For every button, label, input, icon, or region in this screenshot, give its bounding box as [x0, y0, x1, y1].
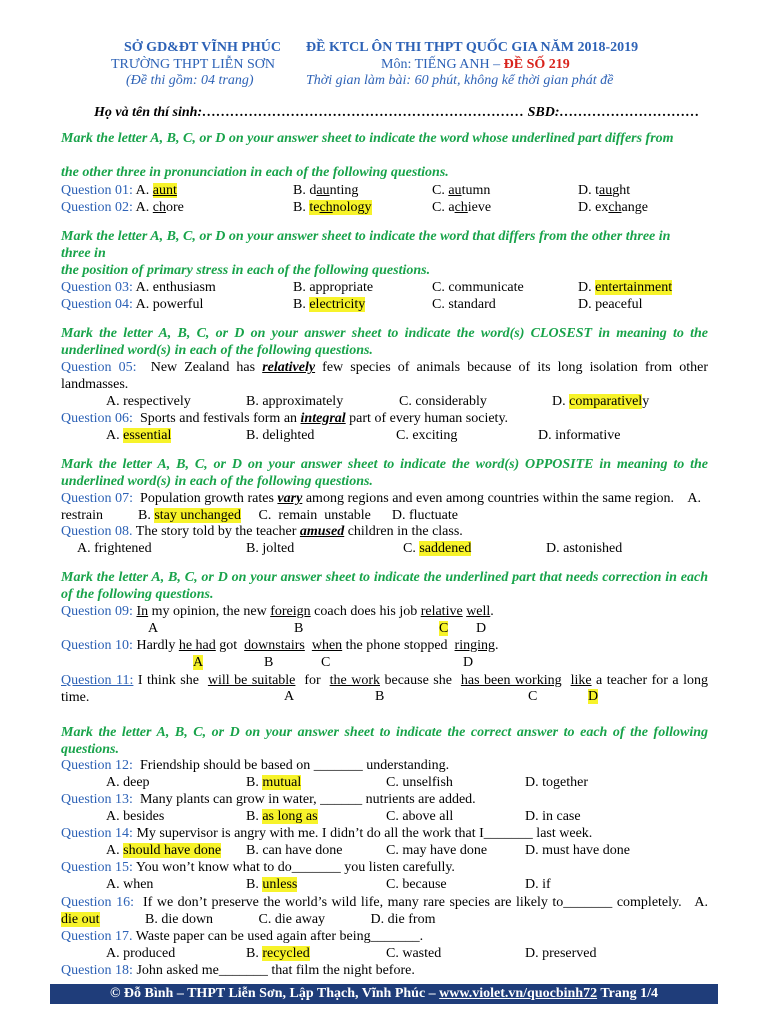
q15-option-c: C. because — [386, 877, 447, 892]
section-1-instruction-cont: the other three in pronunciation in each of the following questions. — [61, 165, 449, 180]
q06-option-b: B. delighted — [246, 428, 315, 443]
q09-label-d: D — [476, 621, 487, 636]
question-14: Question 14: My supervisor is angry with me. I didn’t do all the work that I_______ last week. — [61, 826, 593, 841]
question-04: Question 04: A. powerful — [61, 297, 204, 312]
subject-line: Môn: TIẾNG ANH – ĐỀ SỐ 219 — [381, 57, 570, 72]
q03-option-c: C. communicate — [432, 280, 524, 295]
question-08: Question 08. The story told by the teacher amused children in the class. — [61, 524, 463, 539]
department-name: SỞ GD&ĐT VĨNH PHÚC — [124, 40, 282, 55]
q04-option-d: D. peaceful — [578, 297, 643, 312]
q12-option-d: D. together — [525, 775, 588, 790]
q06-option-d: D. informative — [538, 428, 621, 443]
q02-option-b: B. technology — [293, 200, 372, 215]
q12-option-b: B. mutual — [246, 775, 302, 790]
q13-option-a: A. besides — [106, 809, 165, 824]
q17-option-c: C. wasted — [386, 946, 442, 961]
q09-label-c: C — [439, 621, 449, 636]
q13-option-d: D. in case — [525, 809, 581, 824]
q10-label-c: C — [321, 655, 331, 670]
q05-option-d: D. comparatively — [552, 394, 650, 409]
q08-option-c: C. saddened — [403, 541, 472, 556]
question-05: Question 05: New Zealand has relatively few species of animals because of its long isolation from other landmasses. — [61, 360, 709, 392]
q08-option-a: A. frightened — [77, 541, 152, 556]
question-06: Question 06: Sports and festivals form an integral part of every human society. — [61, 411, 509, 426]
q09-label-a: A — [148, 621, 159, 636]
q11-label-c: C — [528, 689, 538, 704]
question-12: Question 12: Friendship should be based on _______ understanding. — [61, 758, 450, 773]
q05-option-c: C. considerably — [399, 394, 487, 409]
q01-option-c: C. autumn — [432, 183, 491, 198]
question-13: Question 13: Many plants can grow in water, ______ nutrients are added. — [61, 792, 476, 807]
question-10: Question 10: Hardly he had got downstairs when the phone stopped ringing. — [61, 638, 499, 653]
q15-option-a: A. when — [106, 877, 154, 892]
page-footer: © Đỗ Bình – THPT Liễn Sơn, Lập Thạch, Vĩnh Phúc – www.violet.vn/quocbinh72 Trang 1/4 — [50, 984, 718, 1004]
q01-option-d: D. taught — [578, 183, 631, 198]
question-16: Question 16: If we don’t preserve the world’s wild life, many rare species are likely to_______ completely. A. die out B. die down C. die away D. die from — [61, 895, 708, 927]
q06-option-c: C. exciting — [396, 428, 458, 443]
section-2-instruction-cont: three in — [61, 246, 106, 261]
q08-option-b: B. jolted — [246, 541, 295, 556]
section-5-instruction: Mark the letter A, B, C, or D on your answer sheet to indicate the underlined part that needs correction in each of the following questions. — [61, 570, 708, 602]
exam-title: ĐỀ KTCL ÔN THI THPT QUỐC GIA NĂM 2018-2019 — [306, 40, 639, 55]
exam-code: ĐỀ SỐ 219 — [503, 57, 570, 72]
q12-option-c: C. unselfish — [386, 775, 453, 790]
q09-label-b: B — [294, 621, 304, 636]
q14-option-a: A. should have done — [106, 843, 222, 858]
q17-option-d: D. preserved — [525, 946, 597, 961]
q11-label-b: B — [375, 689, 385, 704]
q10-label-a: A — [193, 655, 204, 670]
q02-option-c: C. achieve — [432, 200, 492, 215]
q08-option-d: D. astonished — [546, 541, 623, 556]
section-2-instruction: Mark the letter A, B, C, or D on your answer sheet to indicate the word that differs from the other three in — [61, 229, 671, 244]
question-17: Question 17. Waste paper can be used again after being_______. — [61, 929, 424, 944]
section-1-instruction: Mark the letter A, B, C, or D on your answer sheet to indicate the word whose underlined part differs from — [61, 131, 674, 146]
question-18: Question 18: John asked me_______ that film the night before. — [61, 963, 415, 978]
school-name: TRƯỜNG THPT LIỄN SƠN — [111, 57, 275, 72]
q11-label-d: D — [588, 689, 599, 704]
q01-option-b: B. daunting — [293, 183, 359, 198]
question-01: Question 01: A. aunt — [61, 183, 177, 198]
question-03: Question 03: A. enthusiasm — [61, 280, 216, 295]
question-02: Question 02: A. chore — [61, 200, 184, 215]
question-07: Question 07: Population growth rates vary among regions and even among countries within the same region. A. restrain B. stay unchanged C. remain unstable D. fluctuate — [61, 491, 708, 523]
candidate-name-line: Họ và tên thí sinh:…………………………………………………………… SBD:………………………… — [94, 105, 700, 120]
q05-option-b: B. approximately — [246, 394, 344, 409]
q03-option-b: B. appropriate — [293, 280, 374, 295]
q14-option-d: D. must have done — [525, 843, 630, 858]
question-11: Question 11: I think she will be suitable for the work because she has been working like a teacher for a long time. — [61, 673, 708, 705]
section-4-instruction: Mark the letter A, B, C, or D on your answer sheet to indicate the word(s) OPPOSITE in meaning to the underlined word(s) in each of the following questions. — [61, 457, 708, 489]
q17-option-b: B. recycled — [246, 946, 310, 961]
section-6-instruction: Mark the letter A, B, C, or D on your answer sheet to indicate the correct answer to each of the following questions. — [61, 725, 708, 757]
q06-option-a: A. essential — [106, 428, 172, 443]
q14-option-c: C. may have done — [386, 843, 488, 858]
q03-option-d: D. entertainment — [578, 280, 673, 295]
q13-option-b: B. as long as — [246, 809, 318, 824]
q05-option-a: A. respectively — [106, 394, 191, 409]
time-limit: Thời gian làm bài: 60 phút, không kể thời gian phát đề — [306, 73, 614, 88]
q13-option-c: C. above all — [386, 809, 454, 824]
question-09: Question 09: In my opinion, the new foreign coach does his job relative well. — [61, 604, 494, 619]
page-count: (Đề thi gồm: 04 trang) — [126, 73, 254, 88]
question-15: Question 15: You won’t know what to do_______ you listen carefully. — [61, 860, 455, 875]
q04-option-c: C. standard — [432, 297, 496, 312]
q10-label-d: D — [463, 655, 474, 670]
footer-link[interactable]: www.violet.vn/quocbinh72 — [439, 986, 598, 1001]
q14-option-b: B. can have done — [246, 843, 343, 858]
q10-label-b: B — [264, 655, 274, 670]
q17-option-a: A. produced — [106, 946, 176, 961]
q04-option-b: B. electricity — [293, 297, 366, 312]
q11-label-a: A — [284, 689, 295, 704]
section-3-instruction: Mark the letter A, B, C, or D on your answer sheet to indicate the word(s) CLOSEST in meaning to the underlined word(s) in each of the following questions. — [61, 326, 708, 358]
q15-option-d: D. if — [525, 877, 551, 892]
q02-option-d: D. exchange — [578, 200, 648, 215]
section-2-instruction-cont2: the position of primary stress in each of the following questions. — [61, 263, 431, 278]
q15-option-b: B. unless — [246, 877, 298, 892]
q12-option-a: A. deep — [106, 775, 150, 790]
